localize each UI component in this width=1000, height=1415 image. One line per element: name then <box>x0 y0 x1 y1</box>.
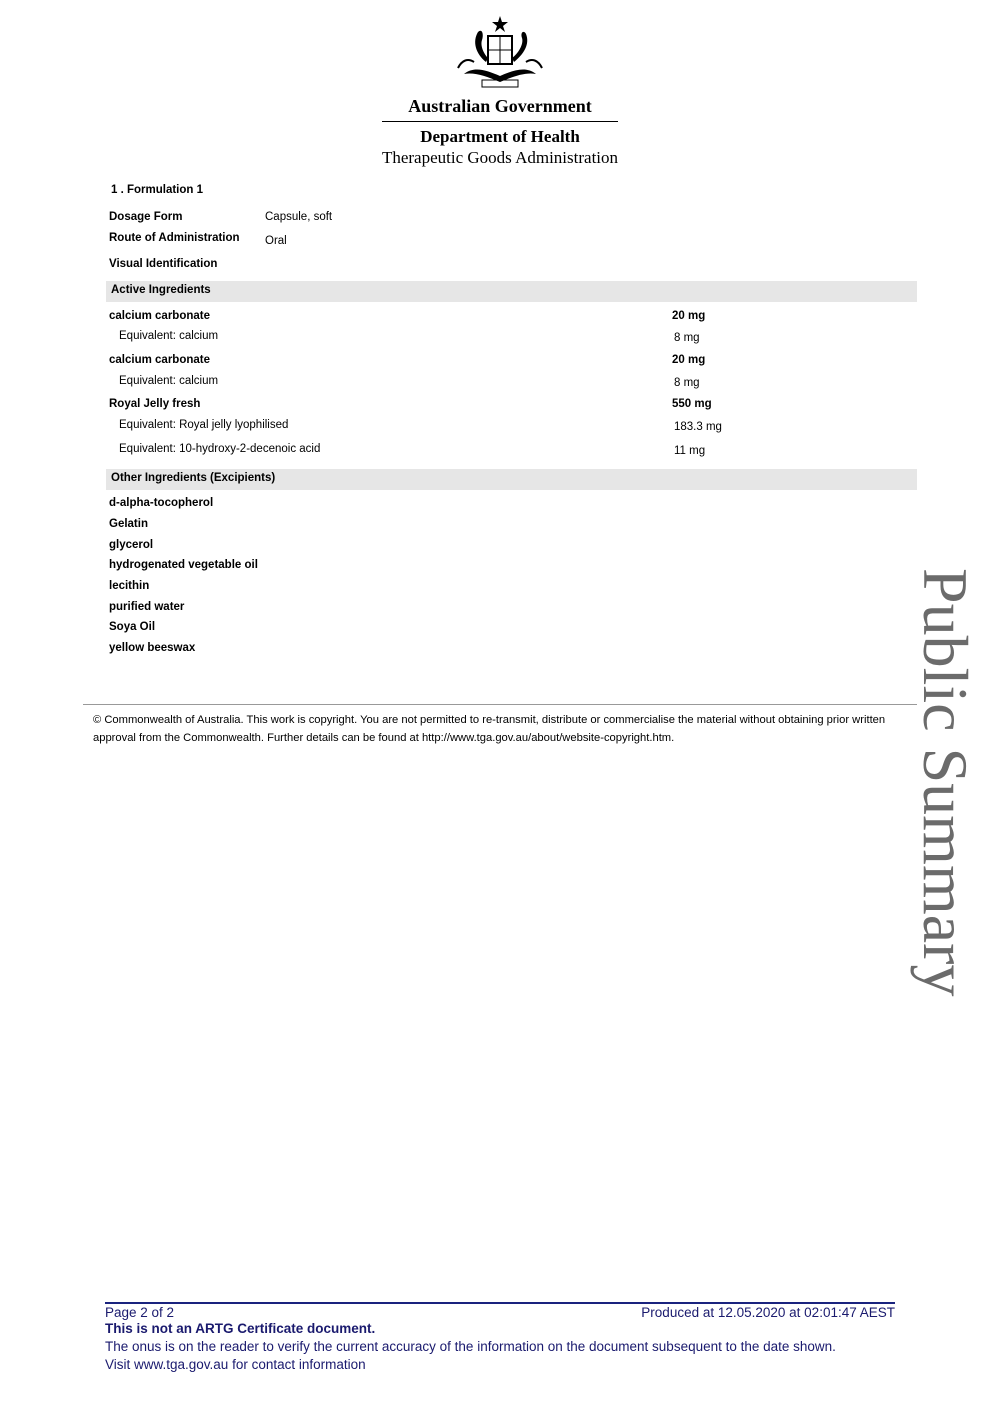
copyright-divider <box>83 704 917 705</box>
excipient-item: yellow beeswax <box>109 642 196 654</box>
produced-timestamp: Produced at 12.05.2020 at 02:01:47 AEST <box>641 1305 895 1320</box>
equivalent-name: Equivalent: Royal jelly lyophilised <box>119 419 289 431</box>
route-label: Route of Administration <box>109 232 240 244</box>
onus-notice: The onus is on the reader to verify the current accuracy of the information on the document subsequent to the date shown. <box>105 1339 836 1354</box>
public-summary-watermark <box>895 568 995 1028</box>
equivalent-name: Equivalent: calcium <box>119 375 219 387</box>
footer-divider <box>105 1302 895 1304</box>
active-ingredients-heading: Active Ingredients <box>111 284 211 296</box>
formulation-title: 1 . Formulation 1 <box>111 184 204 196</box>
agency-title: Therapeutic Goods Administration <box>381 148 619 167</box>
excipient-item: glycerol <box>109 539 154 551</box>
excipient-item: Gelatin <box>109 518 148 530</box>
government-title: Australian Government <box>408 96 592 116</box>
ingredient-name: Royal Jelly fresh <box>109 398 201 410</box>
contact-info: Visit www.tga.gov.au for contact information <box>105 1357 366 1372</box>
excipient-item: purified water <box>109 601 185 613</box>
ingredient-amount: 550 mg <box>672 398 712 410</box>
ingredient-name: calcium carbonate <box>109 310 210 322</box>
ingredient-amount: 20 mg <box>672 310 706 322</box>
page-number: Page 2 of 2 <box>105 1305 175 1320</box>
dosage-form-value: Capsule, soft <box>265 211 333 223</box>
excipients-heading: Other Ingredients (Excipients) <box>111 472 276 484</box>
department-title: Department of Health <box>420 127 580 146</box>
route-value: Oral <box>265 235 287 247</box>
excipient-item: lecithin <box>109 580 150 592</box>
excipient-item: Soya Oil <box>109 621 156 633</box>
excipients-header <box>106 469 917 490</box>
dosage-form-label: Dosage Form <box>109 211 183 223</box>
watermark-text: Public Summary <box>910 568 981 997</box>
equivalent-amount: 8 mg <box>674 332 700 344</box>
copyright-notice: © Commonwealth of Australia. This work is copyright. You are not permitted to re-transmit, distribute or commercialise the material without obtaining prior written approval from the Commonwealth. Further details can be found at http://www.tga.gov.au/about/website-copyright.htm. <box>93 714 886 744</box>
equivalent-name: Equivalent: 10-hydroxy-2-decenoic acid <box>119 443 321 455</box>
visual-id-label: Visual Identification <box>109 258 218 270</box>
equivalent-name: Equivalent: calcium <box>119 330 219 342</box>
ingredient-amount: 20 mg <box>672 354 706 366</box>
ingredient-name: calcium carbonate <box>109 354 210 366</box>
coat-of-arms-icon <box>450 14 550 96</box>
excipient-item: hydrogenated vegetable oil <box>109 559 258 571</box>
equivalent-amount: 183.3 mg <box>674 421 722 433</box>
header-divider <box>382 121 618 122</box>
not-certificate-notice: This is not an ARTG Certificate document. <box>105 1321 376 1336</box>
equivalent-amount: 8 mg <box>674 377 700 389</box>
active-ingredients-header <box>106 281 917 302</box>
equivalent-amount: 11 mg <box>674 445 706 457</box>
excipient-item: d-alpha-tocopherol <box>109 497 214 509</box>
